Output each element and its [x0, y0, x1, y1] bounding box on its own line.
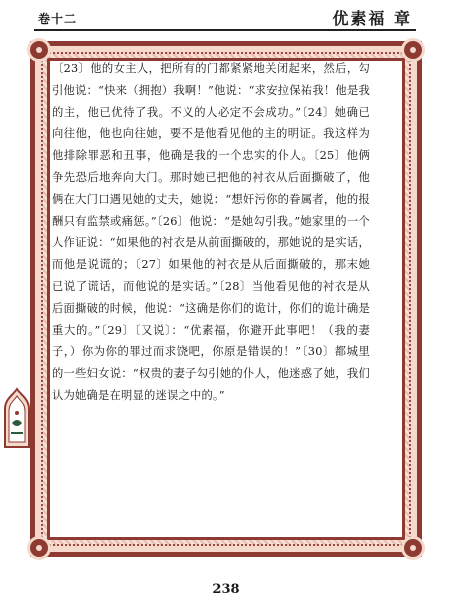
volume-label: 卷十二	[38, 12, 78, 26]
chapter-title: 优素福 章	[332, 9, 412, 28]
frame-corner-ornament	[27, 536, 51, 560]
page-number: 238	[212, 582, 240, 597]
frame-corner-ornament	[401, 536, 425, 560]
scripture-text	[52, 58, 370, 407]
side-emblem-icon	[2, 387, 32, 451]
verse-paragraph: 〔23〕他的女主人，把所有的门都紧紧地关闭起来，然后，勾引他说：“快来（拥抱）我啊！”他说：“求安拉保祐我！他是我的主，他已优待了我。不义的人必定不会成功。”〔24〕她确已向往他，他也向往她，要不是他看见他的主的明证。我这样为他排除罪恶和丑事，他确是我的一个忠实的仆人。〔25〕他俩争先恐后地奔向大门。那时她已把他的衬衣从后面撕破了，他俩在大门口遇见她的丈夫，她说：“想奸污你的眷属者，他的报酬只有监禁或痛惩。”〔26〕他说：“是她勾引我。”她家里的一个人作证说：“如果他的衬衣是从前面撕破的，那她说的是实话，而他是说谎的；〔27〕如果他的衬衣是从后面撕破的，那末她已说了谎话，而他说的是实话。”〔28〕当他看见他的衬衣是从后面撕破的时候，他说：“这确是你们的诡计，你们的诡计确是重大的。”〔29〕〔又说〕：“优素福，你避开此事吧！（我的妻子，）你为你的罪过而求饶吧，你原是错误的！”〔30〕都城里的一些妇女说：“权贵的妻子勾引她的仆人，他迷惑了她，我们认为她确是在明显的迷误之中的。”	[52, 62, 370, 402]
frame-corner-ornament	[27, 38, 51, 62]
header-rule	[34, 29, 416, 31]
frame-corner-ornament	[401, 38, 425, 62]
